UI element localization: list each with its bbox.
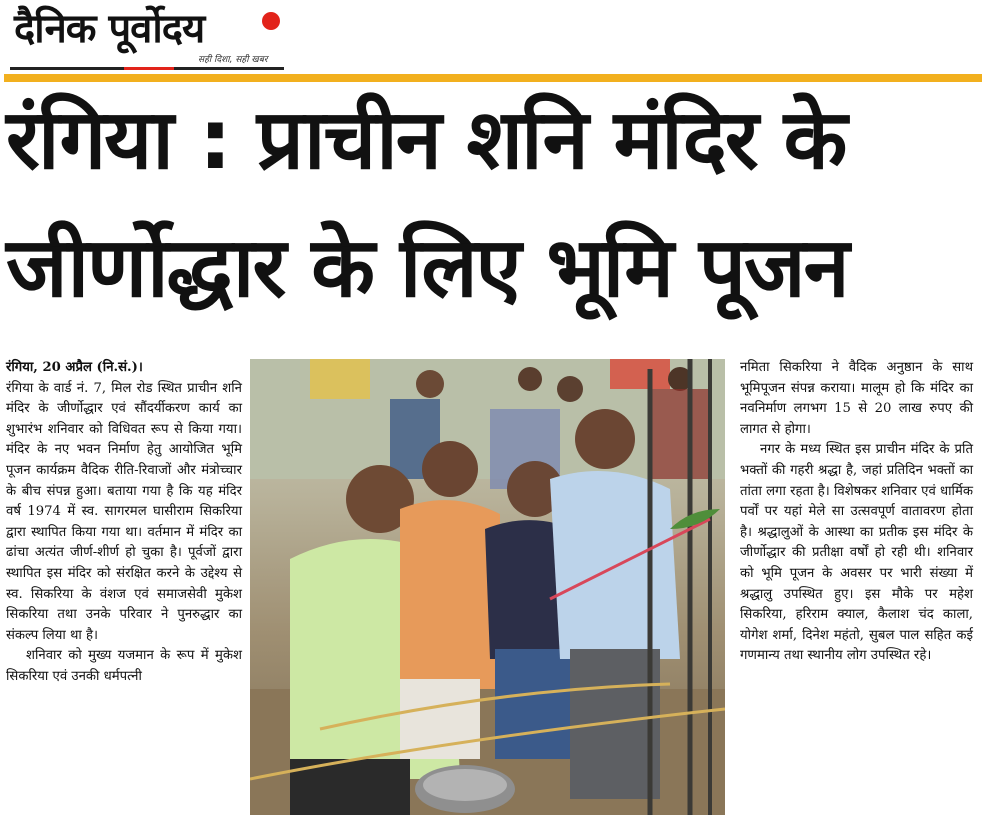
masthead bbox=[0, 0, 982, 78]
newspaper-logo: दैनिक पूर्वोदय bbox=[14, 6, 205, 52]
paragraph: शनिवार को मुख्य यजमान के रूप में मुकेश सिकरिया एवं उनकी धर्मपत्नी bbox=[6, 648, 242, 684]
article-column-left bbox=[6, 358, 242, 688]
logo-underline-red bbox=[124, 67, 174, 70]
header-divider-bar bbox=[4, 74, 982, 82]
paragraph: नगर के मध्य स्थित इस प्राचीन मंदिर के प्रति भक्तों की गहरी श्रद्धा है, जहां प्रतिदिन भक्तों का तांता लगा रहता है। विशेषकर शनिवार एवं धार्मिक पर्वों पर यहां मेले सा उत्सवपूर्ण वातावरण होता है। श्रद्धालुओं के आस्था का प्रतीक इस मंदिर के जीर्णोद्धार की प्रतीक्षा वर्षों हो रही थी। शनिवार को भूमि पूजन के अवसर पर भारी संख्या में श्रद्धालु उपस्थित हुए। इस मौके पर महेश सिकरिया, हरिराम क्याल, कैलाश चंद काला, योगेश शर्मा, दिनेश महंतो, सुबल पाल सहित कई गणमान्य तथा स्थानीय लोग उपस्थित रहे। bbox=[740, 442, 973, 664]
headline-line-1: रंगिया : प्राचीन शनि मंदिर के bbox=[6, 91, 846, 188]
article-column-right bbox=[740, 358, 973, 667]
dateline: रंगिया, 20 अप्रैल (नि.सं.)। bbox=[6, 360, 143, 375]
tagline: सही दिशा, सही खबर bbox=[198, 55, 268, 65]
photo-illustration bbox=[250, 359, 725, 815]
logo-red-dot-icon bbox=[262, 12, 280, 30]
ceremony-photo bbox=[250, 359, 725, 815]
paragraph: रंगिया के वार्ड नं. 7, मिल रोड स्थित प्राचीन शनि मंदिर के जीर्णोद्धार एवं सौंदर्यीकरण कार्य का शुभारंभ शनिवार को विधिवत रूप से किया गया। मंदिर के नए भवन निर्माण हेतु आयोजित भूमि पूजन कार्यक्रम वैदिक रीति-रिवाजों और मंत्रोच्चार के बीच संपन्न हुआ। बताया गया है कि यह मंदिर वर्ष 1974 में स्व. सागरमल घासीराम सिकरिया द्वारा स्थापित किया गया था। वर्तमान में मंदिर का ढांचा अत्यंत जीर्ण-शीर्ण हो चुका है। पूर्वजों द्वारा स्थापित इस मंदिर को संरक्षित करने के उद्देश्य से स्व. सिकरिया के वंशज एवं समाजसेवी मुकेश सिकरिया तथा उनके परिवार ने पुनरुद्धार का संकल्प लिया था है। bbox=[6, 380, 242, 643]
paragraph: नमिता सिकरिया ने वैदिक अनुष्ठान के साथ भूमिपूजन संपन्न कराया। मालूम हो कि मंदिर का नवनिर्माण लगभग 15 से 20 लाख रुपए की लागत से होगा। bbox=[740, 360, 973, 437]
headline-line-2: जीर्णोद्धार के लिए भूमि पूजन bbox=[6, 219, 848, 316]
